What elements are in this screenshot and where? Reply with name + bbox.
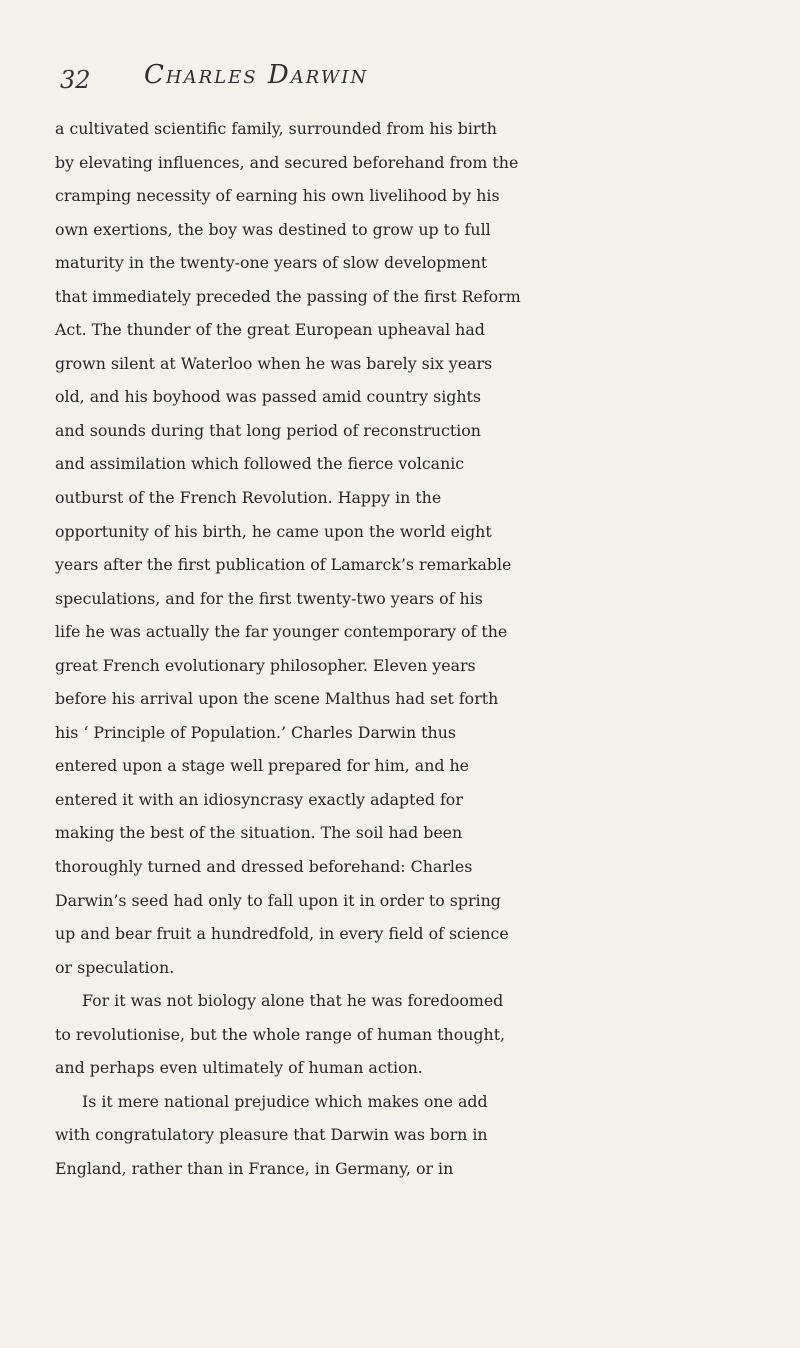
text-line: own exertions, the boy was destined to grow up to full xyxy=(55,219,491,239)
text-line: that immediately preceded the passing of the first Reform xyxy=(55,286,521,306)
text-line: by elevating influences, and secured beforehand from the xyxy=(55,152,519,172)
page-number: 32 xyxy=(60,66,91,94)
text-line: before his arrival upon the scene Malthus had set forth xyxy=(55,689,499,709)
page-header xyxy=(60,60,760,100)
text-line: grown silent at Waterloo when he was barely six years xyxy=(55,353,493,373)
text-line: England, rather than in France, in Germany, or in xyxy=(55,1158,454,1178)
text-line: a cultivated scientific family, surrounded from his birth xyxy=(55,119,497,138)
text-line: Darwin’s seed had only to fall upon it in order to spring xyxy=(55,890,501,910)
text-line: or speculation. xyxy=(55,957,175,977)
text-line: with congratulatory pleasure that Darwin was born in xyxy=(55,1125,488,1145)
text-line: thoroughly turned and dressed beforehand: Charles xyxy=(55,857,473,877)
text-line: Act. The thunder of the great European upheaval had xyxy=(55,320,485,340)
running-head: Charles Darwin xyxy=(144,60,369,90)
text-line: and assimilation which followed the fierce volcanic xyxy=(55,454,465,474)
text-line: cramping necessity of earning his own livelihood by his xyxy=(55,186,500,206)
text-line: life he was actually the far younger contemporary of the xyxy=(55,622,508,642)
paragraph-start-line: Is it mere national prejudice which makes one add xyxy=(82,1091,488,1111)
text-line: opportunity of his birth, he came upon the world eight xyxy=(55,521,492,541)
text-line: great French evolutionary philosopher. Eleven years xyxy=(55,655,476,675)
text-line: speculations, and for the first twenty-two years of his xyxy=(55,588,483,608)
paragraph-start-line: For it was not biology alone that he was foredoomed xyxy=(82,991,504,1011)
text-line: old, and his boyhood was passed amid country sights xyxy=(55,387,481,407)
text-line: his ‘ Principle of Population.’ Charles Darwin thus xyxy=(55,722,456,742)
text-line: years after the first publication of Lamarck’s remarkable xyxy=(55,555,512,575)
text-line: to revolutionise, but the whole range of human thought, xyxy=(55,1024,506,1044)
text-line: and perhaps even ultimately of human action. xyxy=(55,1058,423,1078)
text-line: up and bear fruit a hundredfold, in every field of science xyxy=(55,924,509,944)
body-text xyxy=(55,112,795,1186)
text-line: outburst of the French Revolution. Happy in the xyxy=(55,488,442,508)
text-line: and sounds during that long period of reconstruction xyxy=(55,420,481,440)
text-line: entered it with an idiosyncrasy exactly adapted for xyxy=(55,789,463,809)
text-line: making the best of the situation. The soil had been xyxy=(55,823,463,843)
text-line: entered upon a stage well prepared for him, and he xyxy=(55,756,470,776)
text-line: maturity in the twenty-one years of slow development xyxy=(55,253,488,273)
